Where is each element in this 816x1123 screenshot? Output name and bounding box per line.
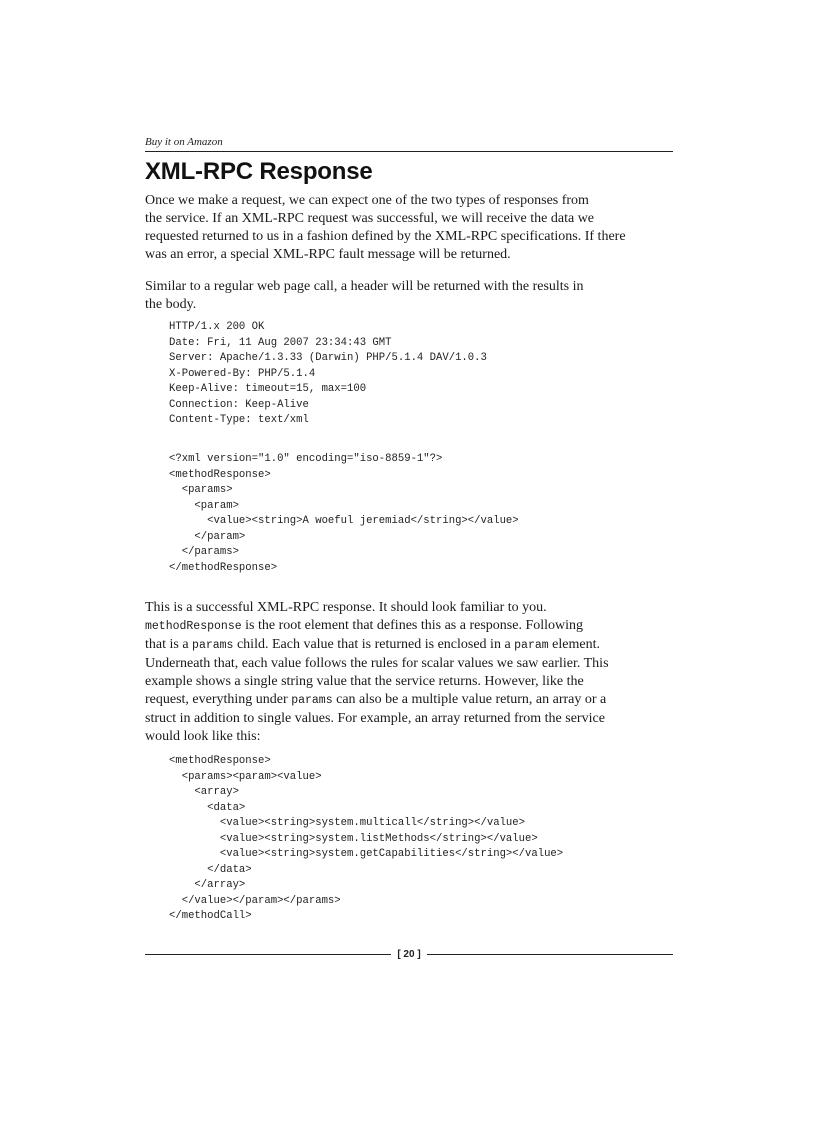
section-title: XML-RPC Response: [145, 158, 373, 185]
text-line: element.: [548, 637, 600, 652]
text-line: request, everything under: [145, 692, 292, 707]
inline-code: methodResponse: [145, 620, 242, 633]
text-line: the body.: [145, 297, 197, 312]
text-line: struct in addition to single values. For example, an array returned from the service: [145, 711, 605, 726]
paragraph-intro: [145, 192, 673, 264]
text-line: the service. If an XML-RPC request was successful, we will receive the data we: [145, 211, 595, 226]
text-line: is the root element that defines this as a response. Following: [241, 618, 584, 633]
text-line: would look like this:: [145, 729, 261, 744]
code-response-headers: HTTP/1.x 200 OK Date: Fri, 11 Aug 2007 23:34:43 GMT Server: Apache/1.3.33 (Darwin) PHP/5.1.4 DAV/1.0.3 X-Powered-By: PHP/5.1.4 Keep-Alive: timeout=15, max=100 Connection: Keep-Alive Content-Type: text/xml: [169, 321, 487, 426]
text-line: was an error, a special XML-RPC fault message will be returned.: [145, 247, 511, 262]
running-header: Buy it on Amazon: [145, 136, 673, 152]
code-response-body: <?xml version="1.0" encoding="iso-8859-1"?> <methodResponse> <params> <param> <value><string>A woeful jeremiad</string></value> </param> </params> </methodResponse>: [169, 453, 519, 574]
footer-rule-right: [427, 954, 673, 955]
text-line: Similar to a regular web page call, a header will be returned with the results in: [145, 279, 584, 294]
code-array-response: <methodResponse> <params><param><value> <array> <data> <value><string>system.multicall</string></value> <value><string>system.listMethods</string></value> <value><string>system.getCapabilities</string></value> </data> </array> </value></param></params> </methodCall>: [169, 755, 564, 922]
text-line: requested returned to us in a fashion defined by the XML-RPC specifications. If there: [145, 229, 626, 244]
inline-code: params: [291, 694, 333, 707]
page-footer: [145, 944, 673, 964]
inline-code: param: [514, 639, 549, 652]
text-line: Underneath that, each value follows the rules for scalar values we saw earlier. This: [145, 656, 609, 671]
page-number: [ 20 ]: [397, 948, 421, 960]
footer-rule-left: [145, 954, 391, 955]
text-line: that is a: [145, 637, 193, 652]
text-line: example shows a single string value that the service returns. However, like the: [145, 674, 584, 689]
text-line: child. Each value that is returned is enclosed in a: [233, 637, 515, 652]
paragraph-explanation: [145, 599, 673, 746]
text-line: can also be a multiple value return, an array or a: [332, 692, 607, 707]
paragraph-header-note: [145, 278, 673, 314]
inline-code: params: [192, 639, 234, 652]
text-line: Once we make a request, we can expect one of the two types of responses from: [145, 193, 589, 208]
text-line: This is a successful XML-RPC response. It should look familiar to you.: [145, 600, 547, 615]
